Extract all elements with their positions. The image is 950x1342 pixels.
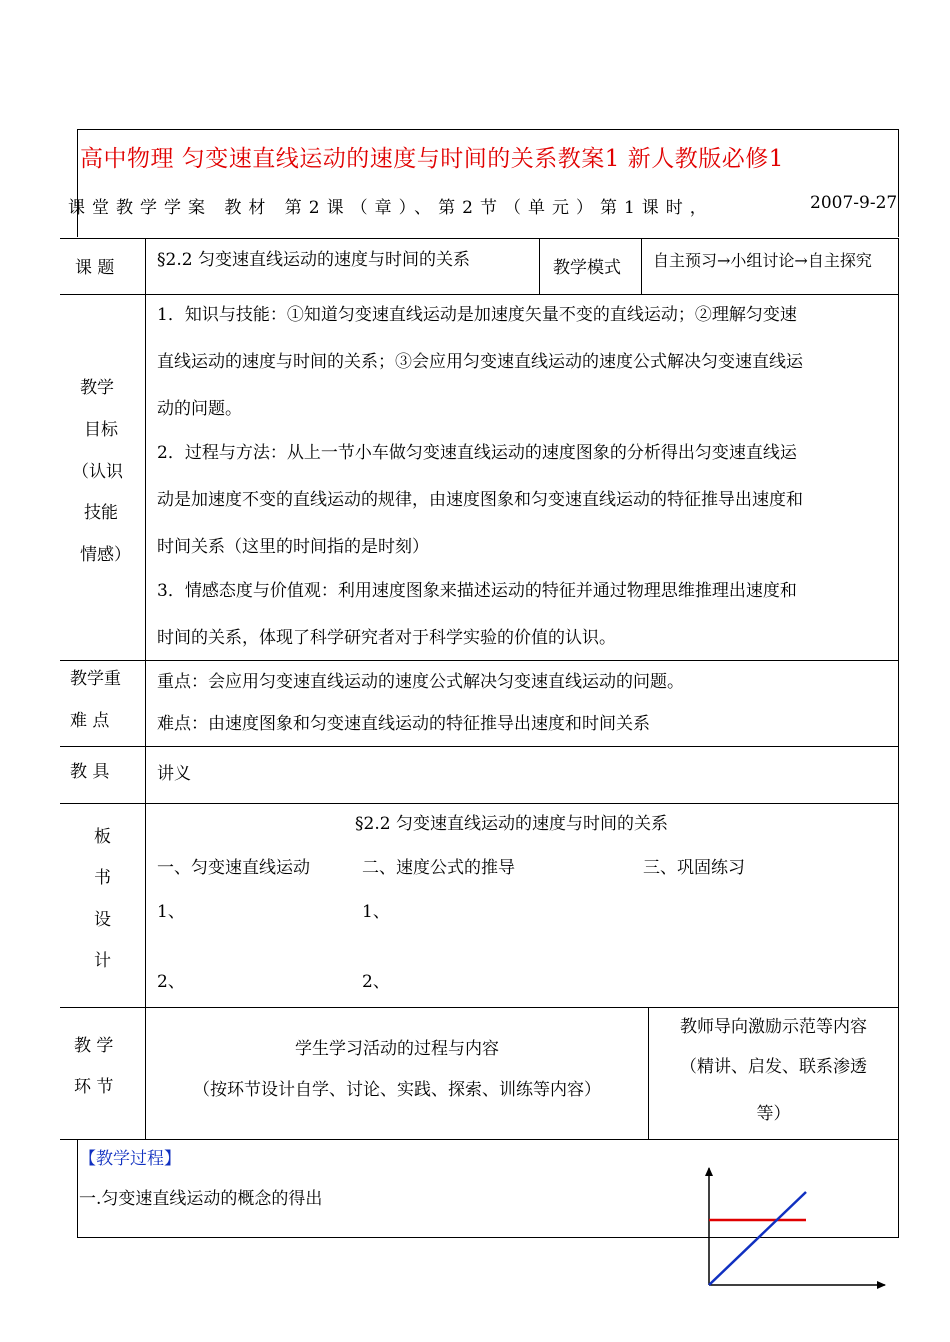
row-divider — [60, 803, 899, 804]
objective-line: 时间关系（这里的时间指的是时刻） — [157, 537, 429, 557]
key-point: 重点：会应用匀变速直线运动的速度公式解决匀变速直线运动的问题。 — [157, 672, 684, 692]
row-divider — [60, 746, 899, 747]
row-divider — [60, 294, 899, 295]
label-column-divider — [145, 238, 146, 1139]
stages-label-1: 教 学 — [74, 1036, 114, 1056]
lesson-date: 2007-9-27 — [810, 193, 898, 213]
tools-label: 教 具 — [70, 762, 110, 782]
board-item: 2、 — [157, 972, 185, 992]
objectives-label-1: 教学 — [80, 378, 114, 398]
objective-line: 动是加速度不变的直线运动的规律，由速度图象和匀变速直线运动的特征推导出速度和 — [157, 490, 803, 510]
objectives-label-2: 目标 — [84, 420, 118, 440]
objectives-label-5: 情感） — [80, 545, 131, 565]
keypoints-label-2: 难 点 — [70, 711, 110, 731]
row-divider — [60, 1007, 899, 1008]
teacher-guidance-line: （精讲、启发、联系渗透 — [680, 1057, 867, 1077]
process-left-border — [77, 1139, 78, 1237]
table-right-border — [898, 238, 899, 1237]
teaching-mode-label: 教学模式 — [553, 258, 621, 278]
student-activity-sub: （按环节设计自学、讨论、实践、探索、训练等内容） — [193, 1080, 601, 1100]
mode-divider — [641, 238, 642, 294]
keypoints-label-1: 教学重 — [70, 669, 121, 689]
topic-label: 课 题 — [75, 258, 115, 278]
board-heading: §2.2 匀变速直线运动的速度与时间的关系 — [355, 814, 668, 834]
process-heading: 【教学过程】 — [79, 1149, 181, 1169]
row-divider — [60, 1139, 899, 1140]
board-label-2: 书 — [94, 868, 111, 888]
teacher-guidance-line: 教师导向激励示范等内容 — [680, 1017, 867, 1037]
student-activity-title: 学生学习活动的过程与内容 — [295, 1039, 499, 1059]
stages-label-2: 环 节 — [74, 1077, 114, 1097]
row-divider — [60, 660, 899, 661]
document-title: 高中物理 匀变速直线运动的速度与时间的关系教案1 新人教版必修1 — [80, 146, 784, 172]
header-left-border — [77, 129, 78, 237]
board-label-1: 板 — [94, 827, 111, 847]
velocity-time-graph — [695, 1162, 895, 1297]
board-section-3: 三、巩固练习 — [643, 858, 745, 878]
tools-value: 讲义 — [157, 764, 191, 784]
objective-line: 动的问题。 — [157, 399, 242, 419]
table-top-border — [77, 129, 899, 130]
board-item: 1、 — [362, 902, 390, 922]
difficult-point: 难点：由速度图象和匀变速直线运动的特征推导出速度和时间关系 — [157, 714, 650, 734]
board-item: 1、 — [157, 902, 185, 922]
topic-divider — [539, 238, 540, 294]
board-item: 2、 — [362, 972, 390, 992]
row-divider — [60, 238, 899, 239]
objective-line: 2．过程与方法：从上一节小车做匀变速直线运动的速度图象的分析得出匀变速直线运 — [157, 443, 797, 463]
teaching-mode-value: 自主预习→小组讨论→自主探究 — [653, 251, 872, 270]
header-right-border — [898, 129, 899, 237]
lesson-info: 课堂教学学案 教材 第2课（章）、第2节（单元）第1课时， — [68, 198, 714, 218]
objective-line: 时间的关系，体现了科学研究者对于科学实验的价值的认识。 — [157, 628, 616, 648]
objective-line: 3．情感态度与价值观：利用速度图象来描述运动的特征并通过物理思维推理出速度和 — [157, 581, 797, 601]
board-section-1: 一、匀变速直线运动 — [157, 858, 310, 878]
objective-line: 1．知识与技能：①知道匀变速直线运动是加速度矢量不变的直线运动；②理解匀变速 — [157, 305, 797, 325]
uniform-acceleration-line — [709, 1192, 806, 1285]
objective-line: 直线运动的速度与时间的关系；③会应用匀变速直线运动的速度公式解决匀变速直线运 — [157, 352, 803, 372]
board-label-4: 计 — [94, 951, 111, 971]
process-section-1: 一.匀变速直线运动的概念的得出 — [79, 1189, 323, 1209]
objectives-label-3: （认识 — [72, 462, 123, 482]
board-section-2: 二、速度公式的推导 — [362, 858, 515, 878]
objectives-label-4: 技能 — [84, 503, 118, 523]
board-label-3: 设 — [94, 910, 111, 930]
teacher-guidance-line: 等） — [756, 1104, 791, 1124]
topic-value: §2.2 匀变速直线运动的速度与时间的关系 — [157, 250, 470, 270]
